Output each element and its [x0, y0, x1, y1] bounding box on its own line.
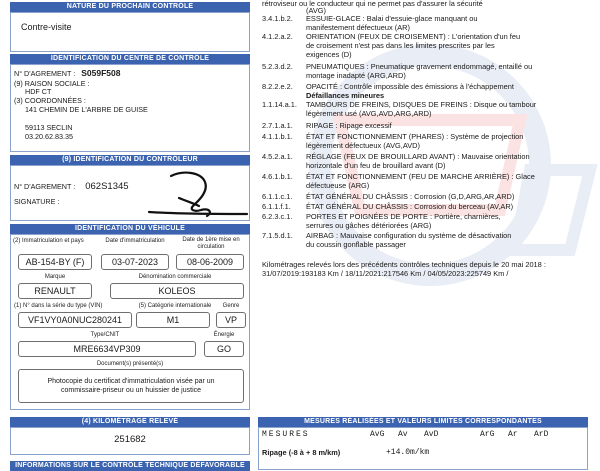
- minor-line: 1.1.14.a.1. TAMBOURS DE FREINS, DISQUES DE FREINS : Disque ou tambour: [262, 100, 537, 109]
- controleur-agrement-label: N° D'AGREMENT :: [14, 182, 76, 191]
- minor-line: 6.1.1.f.1. ÉTAT GÉNÉRAL DU CHÂSSIS : Corrosion du berceau (AV,AR): [262, 202, 514, 211]
- defect-line: de croisement n'est pas dans les limites prescrites par les: [306, 41, 495, 50]
- mesures-header: MESURES RÉALISÉES ET VALEURS LIMITES CORRESPONDANTES: [258, 417, 588, 427]
- defect-line: 5.2.3.d.2. PNEUMATIQUES : Pneumatique gravement endommagé, entaillé ou: [262, 62, 533, 71]
- col-avg: AvG: [370, 430, 385, 439]
- defect-line: 8.2.2.e.2. OPACITÉ : Contrôle impossible des émissions à l'échappement: [262, 82, 514, 91]
- mesures-label: MESURES: [262, 430, 310, 439]
- defect-line: montage inadapté (ARG,ARD): [306, 71, 406, 80]
- date-first-label: Date de 1ère mise en circulation: [182, 237, 240, 250]
- centre-agrement-value: S059F508: [81, 68, 121, 78]
- centre-header: IDENTIFICATION DU CENTRE DE CONTRÔLE: [10, 54, 250, 64]
- denom-label: Dénomination commerciale: [138, 274, 212, 280]
- col-ard: ArD: [534, 430, 549, 439]
- minor-line: 4.1.1.b.1. ÉTAT ET FONCTIONNEMENT (PHARES) : Système de projection: [262, 132, 524, 141]
- vin-value: VF1VY0A0NUC280241: [18, 312, 132, 328]
- date-first-value: 08-06-2009: [176, 254, 244, 270]
- controleur-agrement-value: 062S1345: [85, 181, 129, 192]
- km-history-line2: 31/07/2019:193183 Km / 18/11/2021:217546 Km / 04/05/2023:225749 Km /: [262, 269, 509, 278]
- address-line2: 59113 SECLIN: [25, 123, 73, 132]
- categorie-label: (5) Catégorie internationale: [138, 303, 212, 309]
- type-label: Type/CNIT: [90, 332, 120, 338]
- minor-defects-header: Défaillances mineures: [306, 91, 385, 100]
- km-history-line1: Kilométrages relevés lors des précédents contrôles techniques depuis le 20 mai 2018 :: [262, 260, 546, 269]
- controleur-header: (9) IDENTIFICATION DU CONTRÔLEUR: [10, 155, 250, 165]
- next-control-header: NATURE DU PROCHAIN CONTRÔLE: [10, 2, 250, 12]
- ripage-label: Ripage (-8 à + 8 m/km): [262, 448, 341, 457]
- categorie-value: M1: [136, 312, 210, 328]
- minor-line: serrures ou gâches détériorées (ARG): [306, 221, 432, 230]
- minor-line: légèrement usé (AVG,AVD,ARG,ARD): [306, 109, 432, 118]
- col-arg: ArG: [480, 430, 495, 439]
- bottom-header: INFORMATIONS SUR LE CONTRÔLE TECHNIQUE DÉFAVORABLE: [10, 461, 250, 471]
- minor-line: 7.1.5.d.1. AIRBAG : Mauvaise configuration du système de désactivation: [262, 231, 512, 240]
- marque-label: Marque: [44, 274, 66, 280]
- raison-sociale-label: (9) RAISON SOCIALE :: [14, 79, 90, 88]
- minor-line: 4.6.1.b.1. ÉTAT ET FONCTIONNEMENT (FEU DE MARCHE ARRIÈRE) : Glace: [262, 172, 535, 181]
- defect-line: 3.4.1.b.2. ESSUIE-GLACE : Balai d'essuie-glace manquant ou: [262, 14, 478, 23]
- vin-label: (1) N° dans la série du type (VIN): [14, 303, 103, 309]
- minor-line: 6.1.1.c.1. ÉTAT GÉNÉRAL DU CHÂSSIS : Corrosion (G,D,ARG,AR,ARD): [262, 192, 515, 201]
- immat-label: (2) Immatriculation et pays: [13, 238, 84, 244]
- centre-agrement-label: N° D'AGREMENT :: [14, 69, 76, 78]
- phone: 03.20.62.83.35: [25, 132, 73, 141]
- defect-line: manifestement défectueux (AR): [306, 23, 410, 32]
- energie-label: Énergie: [213, 332, 235, 338]
- signature-label: SIGNATURE :: [14, 197, 60, 206]
- km-frame: [10, 427, 250, 455]
- minor-line: du coussin gonflable passager: [306, 240, 406, 249]
- marque-value: RENAULT: [18, 283, 92, 299]
- signature-image: [139, 168, 251, 220]
- minor-line: 4.5.2.a.1. RÉGLAGE (FEUX DE BROUILLARD AVANT) : Mauvaise orientation: [262, 152, 530, 161]
- docs-box: [18, 369, 244, 403]
- col-ar: Ar: [508, 430, 518, 439]
- km-value: 251682: [114, 434, 146, 445]
- address-line1: 141 CHEMIN DE L'ARBRE DE GUISE: [25, 105, 148, 114]
- defect-top-line: rétroviseur ou le conducteur qui ne permet pas d'assurer la sécurité: [262, 0, 483, 8]
- docs-line1: Photocopie du certificat d'immatriculation visée par un: [47, 378, 215, 385]
- docs-label: Document(s) présenté(s): [96, 361, 164, 367]
- minor-line: 2.7.1.a.1. RIPAGE : Ripage excessif: [262, 121, 392, 130]
- defect-line: 4.1.2.a.2. ORIENTATION (FEUX DE CROISEMENT) : L'orientation d'un feu: [262, 32, 521, 41]
- km-header: (4) KILOMÉTRAGE RELEVÉ: [10, 417, 250, 427]
- raison-sociale-value: HDF CT: [25, 87, 52, 96]
- defect-line: exigences (D): [306, 50, 352, 59]
- next-control-value: Contre-visite: [21, 22, 72, 32]
- vehicule-header: IDENTIFICATION DU VÉHICULE: [10, 224, 250, 234]
- controleur-frame: [10, 165, 250, 221]
- coordonnees-label: (3) COORDONNÉES :: [14, 96, 86, 105]
- type-value: MRE6634VP309: [18, 341, 196, 357]
- centre-frame: [10, 64, 250, 152]
- col-av: Av: [398, 430, 408, 439]
- defect-line: (AVG): [306, 6, 326, 15]
- date-immat-label: Date d'immatriculation: [105, 238, 165, 244]
- immat-value: AB-154-BY (F): [18, 254, 92, 270]
- minor-line: 6.2.3.c.1. PORTES ET POIGNÉES DE PORTE : Portière, charnières,: [262, 212, 501, 221]
- ripage-value: +14.0m/km: [386, 448, 430, 457]
- minor-line: légèrement défectueux (AVG,AVD): [306, 141, 420, 150]
- col-avd: AvD: [424, 430, 439, 439]
- docs-line2: commissaire-priseur ou un huissier de justice: [60, 387, 202, 394]
- genre-value: VP: [216, 312, 246, 328]
- energie-value: GO: [204, 341, 244, 357]
- minor-line: défectueuse (ARG): [306, 181, 370, 190]
- next-control-frame: [10, 12, 250, 52]
- denom-value: KOLEOS: [110, 283, 244, 299]
- date-immat-value: 03-07-2023: [101, 254, 169, 270]
- minor-line: horizontale d'un feu de brouillard avant (D): [306, 161, 446, 170]
- genre-label: Genre: [222, 303, 240, 309]
